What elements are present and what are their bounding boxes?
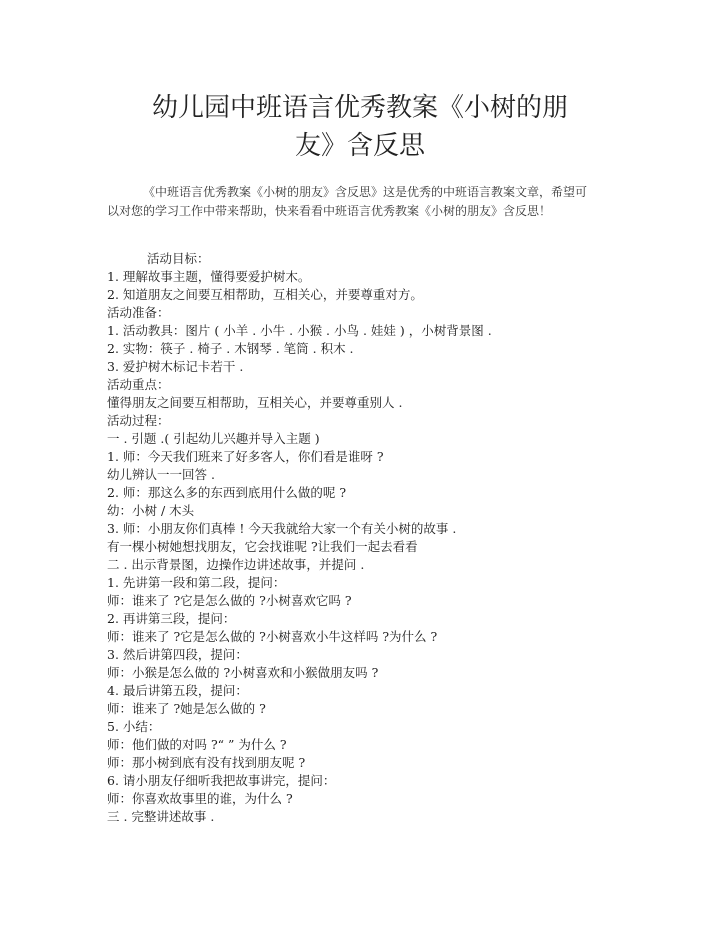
- body-line: 活动重点：: [107, 377, 170, 392]
- body-line: 2. 师：那这么多的东西到底用什么做的呢 ?: [107, 485, 347, 500]
- body-line: 有一棵小树她想找朋友，它会找谁呢 ?让我们一起去看看: [107, 539, 418, 554]
- body-line: 1. 师：今天我们班来了好多客人，你们看是谁呀 ?: [107, 449, 384, 464]
- body-line: 1. 理解故事主题，懂得要爱护树木。: [107, 269, 311, 284]
- body-line: 1. 先讲第一段和第二段，提问：: [107, 575, 286, 590]
- body-line: 3. 爱护树木标记卡若干 .: [107, 359, 244, 374]
- body-line: 二 . 出示背景图，边操作边讲述故事，并提问 .: [107, 557, 365, 572]
- body-line: 懂得朋友之间要互相帮助，互相关心，并要尊重别人 .: [107, 395, 403, 410]
- document-title-line1: 幼儿园中班语言优秀教案《小树的朋: [151, 93, 568, 123]
- body-line: 2. 知道朋友之间要互相帮助，互相关心，并要尊重对方。: [107, 287, 423, 302]
- body-line: 幼儿辨认一一回答 .: [107, 467, 215, 482]
- body-line: 1. 活动教具：图片 ( 小羊 . 小牛 . 小猴 . 小鸟 . 娃娃 ) ，小树背景图 .: [107, 323, 492, 338]
- body-line: 师：你喜欢故事里的谁，为什么 ?: [107, 791, 293, 806]
- intro-text: 《中班语言优秀教案《小树的朋友》含反思》这是优秀的中班语言教案文章，希望可以对您的学习工作中带来帮助，快来看看中班语言优秀教案《小树的朋友》含反思！: [107, 185, 588, 218]
- document-title-line2: 友》含反思: [294, 131, 425, 161]
- body-line: 师：那小树到底有没有找到朋友呢 ?: [107, 755, 306, 770]
- body-line: 师：谁来了 ?它是怎么做的 ?小树喜欢小牛这样吗 ?为什么 ?: [107, 629, 438, 644]
- body-line: 6. 请小朋友仔细听我把故事讲完，提问：: [107, 773, 336, 788]
- body-line: 5. 小结：: [107, 719, 161, 734]
- body-line: 3. 然后讲第四段，提问：: [107, 647, 248, 662]
- body-line: 一 . 引题 .( 引起幼儿兴趣并导入主题 ): [107, 431, 320, 446]
- body-line: 活动目标：: [147, 251, 210, 266]
- body-line: 活动过程：: [107, 413, 170, 428]
- body-line: 3. 师：小朋友你们真棒 ! 今天我就给大家一个有关小树的故事 .: [107, 521, 457, 536]
- body-line: 师：谁来了 ?它是怎么做的 ?小树喜欢它吗 ?: [107, 593, 352, 608]
- body-line: 活动准备：: [107, 305, 170, 320]
- body-line: 三 . 完整讲述故事 .: [107, 809, 215, 824]
- body-line: 2. 再讲第三段，提问：: [107, 611, 236, 626]
- body-line: 4. 最后讲第五段，提问：: [107, 683, 248, 698]
- body-line: 师：谁来了 ?她是怎么做的 ?: [107, 701, 266, 716]
- body-line: 幼：小树 / 木头: [107, 503, 195, 518]
- body-line: 师：他们做的对吗 ?“ ” 为什么 ?: [107, 737, 287, 752]
- intro-paragraph: [107, 183, 595, 221]
- body-line: 师：小猴是怎么做的 ?小树喜欢和小猴做朋友吗 ?: [107, 665, 379, 680]
- body-line: 2. 实物：筷子 . 椅子 . 木钢琴 . 笔筒 . 积木 .: [107, 341, 354, 356]
